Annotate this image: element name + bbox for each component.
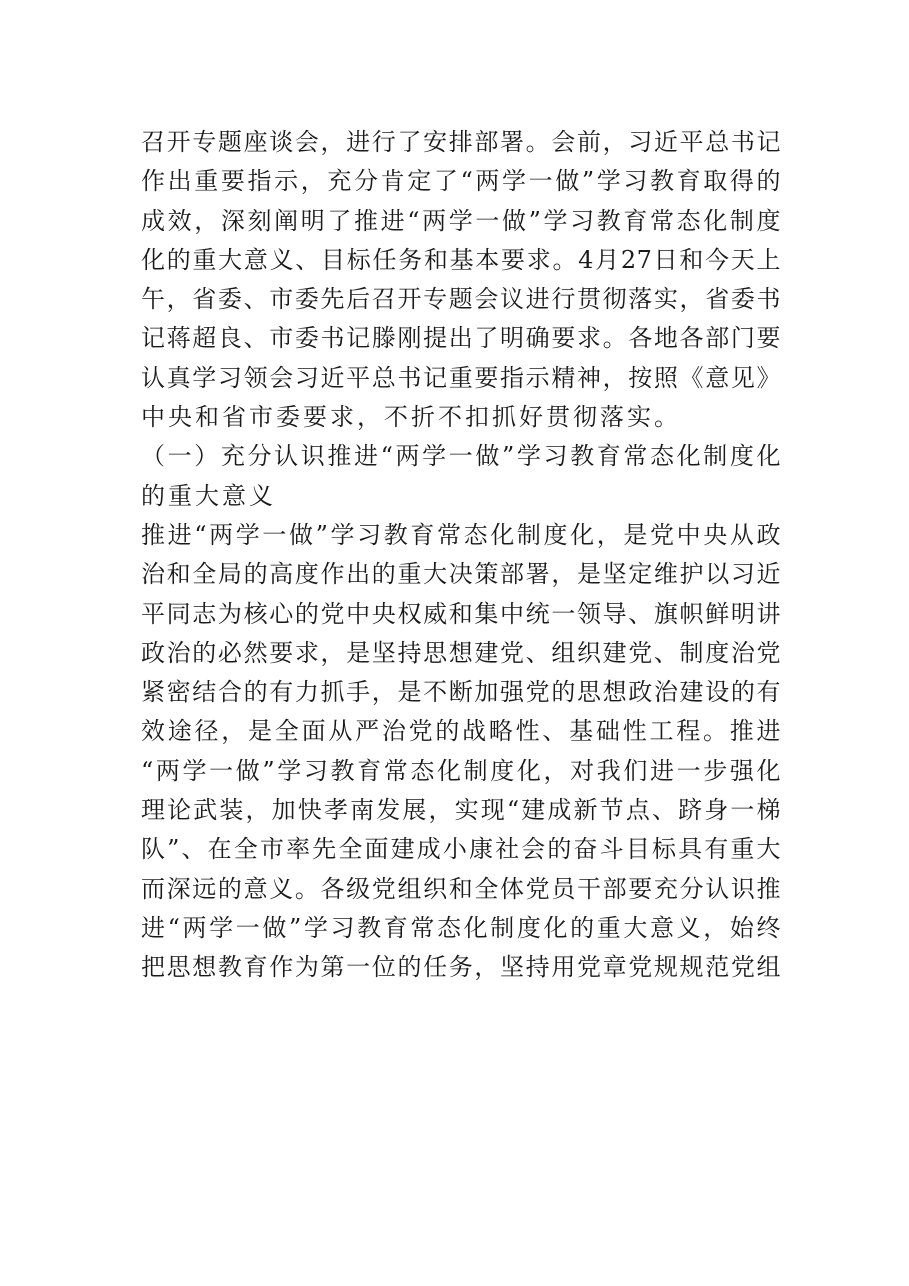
paragraph-1-line: 认真学习领会习近平总书记重要指示精神，按照《意见》 [141, 363, 781, 392]
paragraph-2-line: 队”、在全市率先全面建成小康社会的奋斗目标具有重大 [141, 835, 781, 864]
paragraph-1-line: 作出重要指示，充分肯定了“两学一做”学习教育取得的 [141, 167, 781, 196]
paragraph-2-line: 紧密结合的有力抓手，是不断加强党的思想政治建设的有 [141, 678, 781, 707]
paragraph-2-line: 效途径，是全面从严治党的战略性、基础性工程。推进 [141, 717, 781, 746]
paragraph-1-line: 召开专题座谈会，进行了安排部署。会前，习近平总书记 [141, 128, 781, 156]
paragraph-1-line: 中央和省市委要求，不折不扣抓好贯彻落实。 [141, 403, 681, 432]
paragraph-2-line: 进“两学一做”学习教育常态化制度化的重大意义，始终 [141, 913, 781, 942]
paragraph-2-line: 而深远的意义。各级党组织和全体党员干部要充分认识推 [141, 874, 781, 903]
paragraph-2-line: 把思想教育作为第一位的任务，坚持用党章党规规范党组 [141, 953, 781, 982]
paragraph-2-line: 理论武装，加快孝南发展，实现“建成新节点、跻身一梯 [141, 796, 781, 825]
paragraph-1-line: 记蒋超良、市委书记滕刚提出了明确要求。各地各部门要 [141, 324, 781, 353]
paragraph-2-line: “两学一做”学习教育常态化制度化，对我们进一步强化 [141, 756, 781, 785]
paragraph-1-line: 午，省委、市委先后召开专题会议进行贯彻落实，省委书 [141, 285, 781, 314]
paragraph-2-line: 平同志为核心的党中央权威和集中统一领导、旗帜鲜明讲 [141, 599, 781, 628]
paragraph-2-line: 推进“两学一做”学习教育常态化制度化，是党中央从政 [141, 520, 781, 549]
paragraph-1-line: 化的重大意义、目标任务和基本要求。4月27日和今天上 [141, 245, 781, 274]
paragraph-2-line: 治和全局的高度作出的重大决策部署，是坚定维护以习近 [141, 560, 781, 589]
paragraph-1-line: 成效，深刻阐明了推进“两学一做”学习教育常态化制度 [141, 206, 781, 235]
paragraph-2-line: 政治的必然要求，是坚持思想建党、组织建党、制度治党 [141, 638, 781, 667]
section-heading-line: 的重大意义 [141, 481, 276, 510]
section-heading-line: （一）充分认识推进“两学一做”学习教育常态化制度化 [141, 442, 781, 471]
document-body [141, 123, 781, 988]
